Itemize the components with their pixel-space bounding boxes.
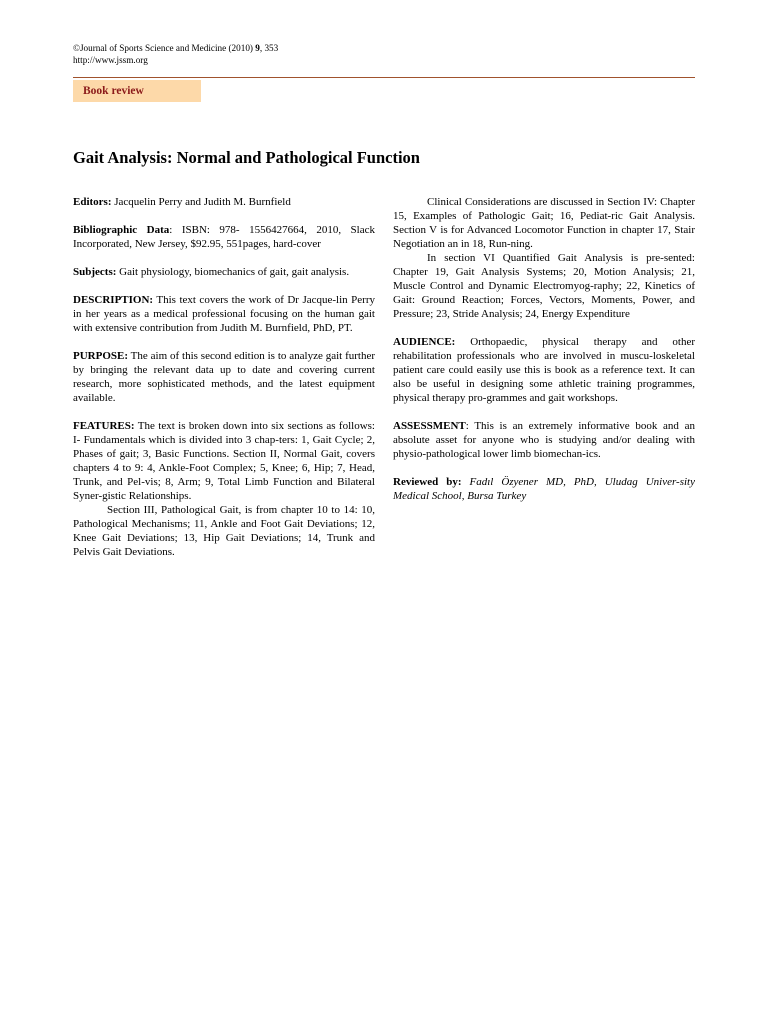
journal-header <box>73 42 695 66</box>
header-divider <box>73 77 695 78</box>
reviewer-paragraph <box>393 475 695 503</box>
audience-text: Orthopaedic, physical therapy and other rehabilitation professionals who are involved in muscu-loskeletal patient care could easily use this is book as a reference text. It can also be useful in designing some athletic training programmes, physical therapy pro-grammes and gait workshops. <box>393 336 695 404</box>
section-three-paragraph: Section III, Pathological Gait, is from chapter 10 to 14: 10, Pathological Mechanisms; 11, Ankle and Foot Gait Deviations; 12, Knee Gait Deviations; 13, Hip Gait Deviations; 14, Trunk and Pelvis Gait Deviations. <box>73 504 375 558</box>
subjects-text: Gait physiology, biomechanics of gait, gait analysis. <box>116 266 350 278</box>
description-text: This text covers the work of Dr Jacque-lin Perry in her years as a medical professional focusing on the human gait with extensive contribution from Judith M. Burnfield, PhD, PT. <box>73 294 375 334</box>
subjects-label: Subjects: <box>73 266 117 278</box>
assessment-text: : This is an extremely informative book and an absolute asset for anyone who is studying and/or dealing with physio-pathological lower limb biomechan-ics. <box>393 420 695 460</box>
citation-prefix: ©Journal of Sports Science and Medicine (2010) <box>73 43 256 53</box>
description-paragraph <box>73 293 375 335</box>
assessment-label: ASSESSMENT <box>393 420 466 432</box>
citation-suffix: , 353 <box>259 43 279 53</box>
features-text: The text is broken down into six sections as follows: I- Fundamentals which is divided into 3 chap-ters: 1, Gait Cycle; 2, Phases of gait; 3, Basic Functions. Section II, Normal Gait, covers chapters 4 to 9: 4, Ankle-Foot Complex; 5, Knee; 6, Hip; 7, Head, Trunk, and Pel-vis; 8, Arm; 9, Total Limb Function and Bilateral Syner-gistic Relationships. <box>73 420 375 502</box>
editors-label: Editors: <box>73 196 112 208</box>
bibliographic-label: Bibliographic Data <box>73 224 170 236</box>
journal-url[interactable]: http://www.jssm.org <box>73 55 148 65</box>
editors-paragraph <box>73 195 375 209</box>
bibliographic-paragraph <box>73 223 375 251</box>
reviewer-text: Fadıl Özyener MD, PhD, Uludag Univer-sity Medical School, Bursa Turkey <box>393 476 695 502</box>
description-label: DESCRIPTION: <box>73 294 154 306</box>
right-column <box>393 195 695 517</box>
purpose-paragraph <box>73 349 375 405</box>
left-column <box>73 195 375 559</box>
section-tag: Book review <box>73 80 201 102</box>
bibliographic-text: : ISBN: 978- 1556427664, 2010, Slack Incorporated, New Jersey, $92.95, 551pages, hard-cover <box>73 224 375 250</box>
audience-paragraph <box>393 335 695 405</box>
subjects-paragraph <box>73 265 375 279</box>
reviewer-label: Reviewed by: <box>393 476 462 488</box>
audience-label: AUDIENCE: <box>393 336 456 348</box>
article-title: Gait Analysis: Normal and Pathological Function <box>73 148 420 167</box>
purpose-text: The aim of this second edition is to analyze gait further by bringing the relevant data up to date and covering current research, more sophisticated methods, and the latest equipment available. <box>73 350 375 404</box>
journal-citation <box>73 42 695 54</box>
clinical-paragraph: Clinical Considerations are discussed in Section IV: Chapter 15, Examples of Pathologic Gait; 16, Pediat-ric Gait Analysis. Section V is for Advanced Locomotor Function in chapter 17, Stair Negotiation an in 18, Run-ning. <box>393 196 695 250</box>
features-paragraph <box>73 419 375 503</box>
section-six-paragraph: In section VI Quantified Gait Analysis is pre-sented: Chapter 19, Gait Analysis Systems; 20, Motion Analysis; 21, Muscle Control and Dynamic Electromyog-raphy; 22, Kinetics of Gait: Ground Reaction; Forces, Vectors, Moments, Power, and Pressure; 23, Stride Analysis; 24, Energy Expenditure <box>393 252 695 320</box>
citation-volume: 9 <box>255 43 260 53</box>
features-label: FEATURES: <box>73 420 135 432</box>
assessment-paragraph <box>393 419 695 461</box>
editors-text: Jacquelin Perry and Judith M. Burnfield <box>111 196 291 208</box>
purpose-label: PURPOSE: <box>73 350 128 362</box>
